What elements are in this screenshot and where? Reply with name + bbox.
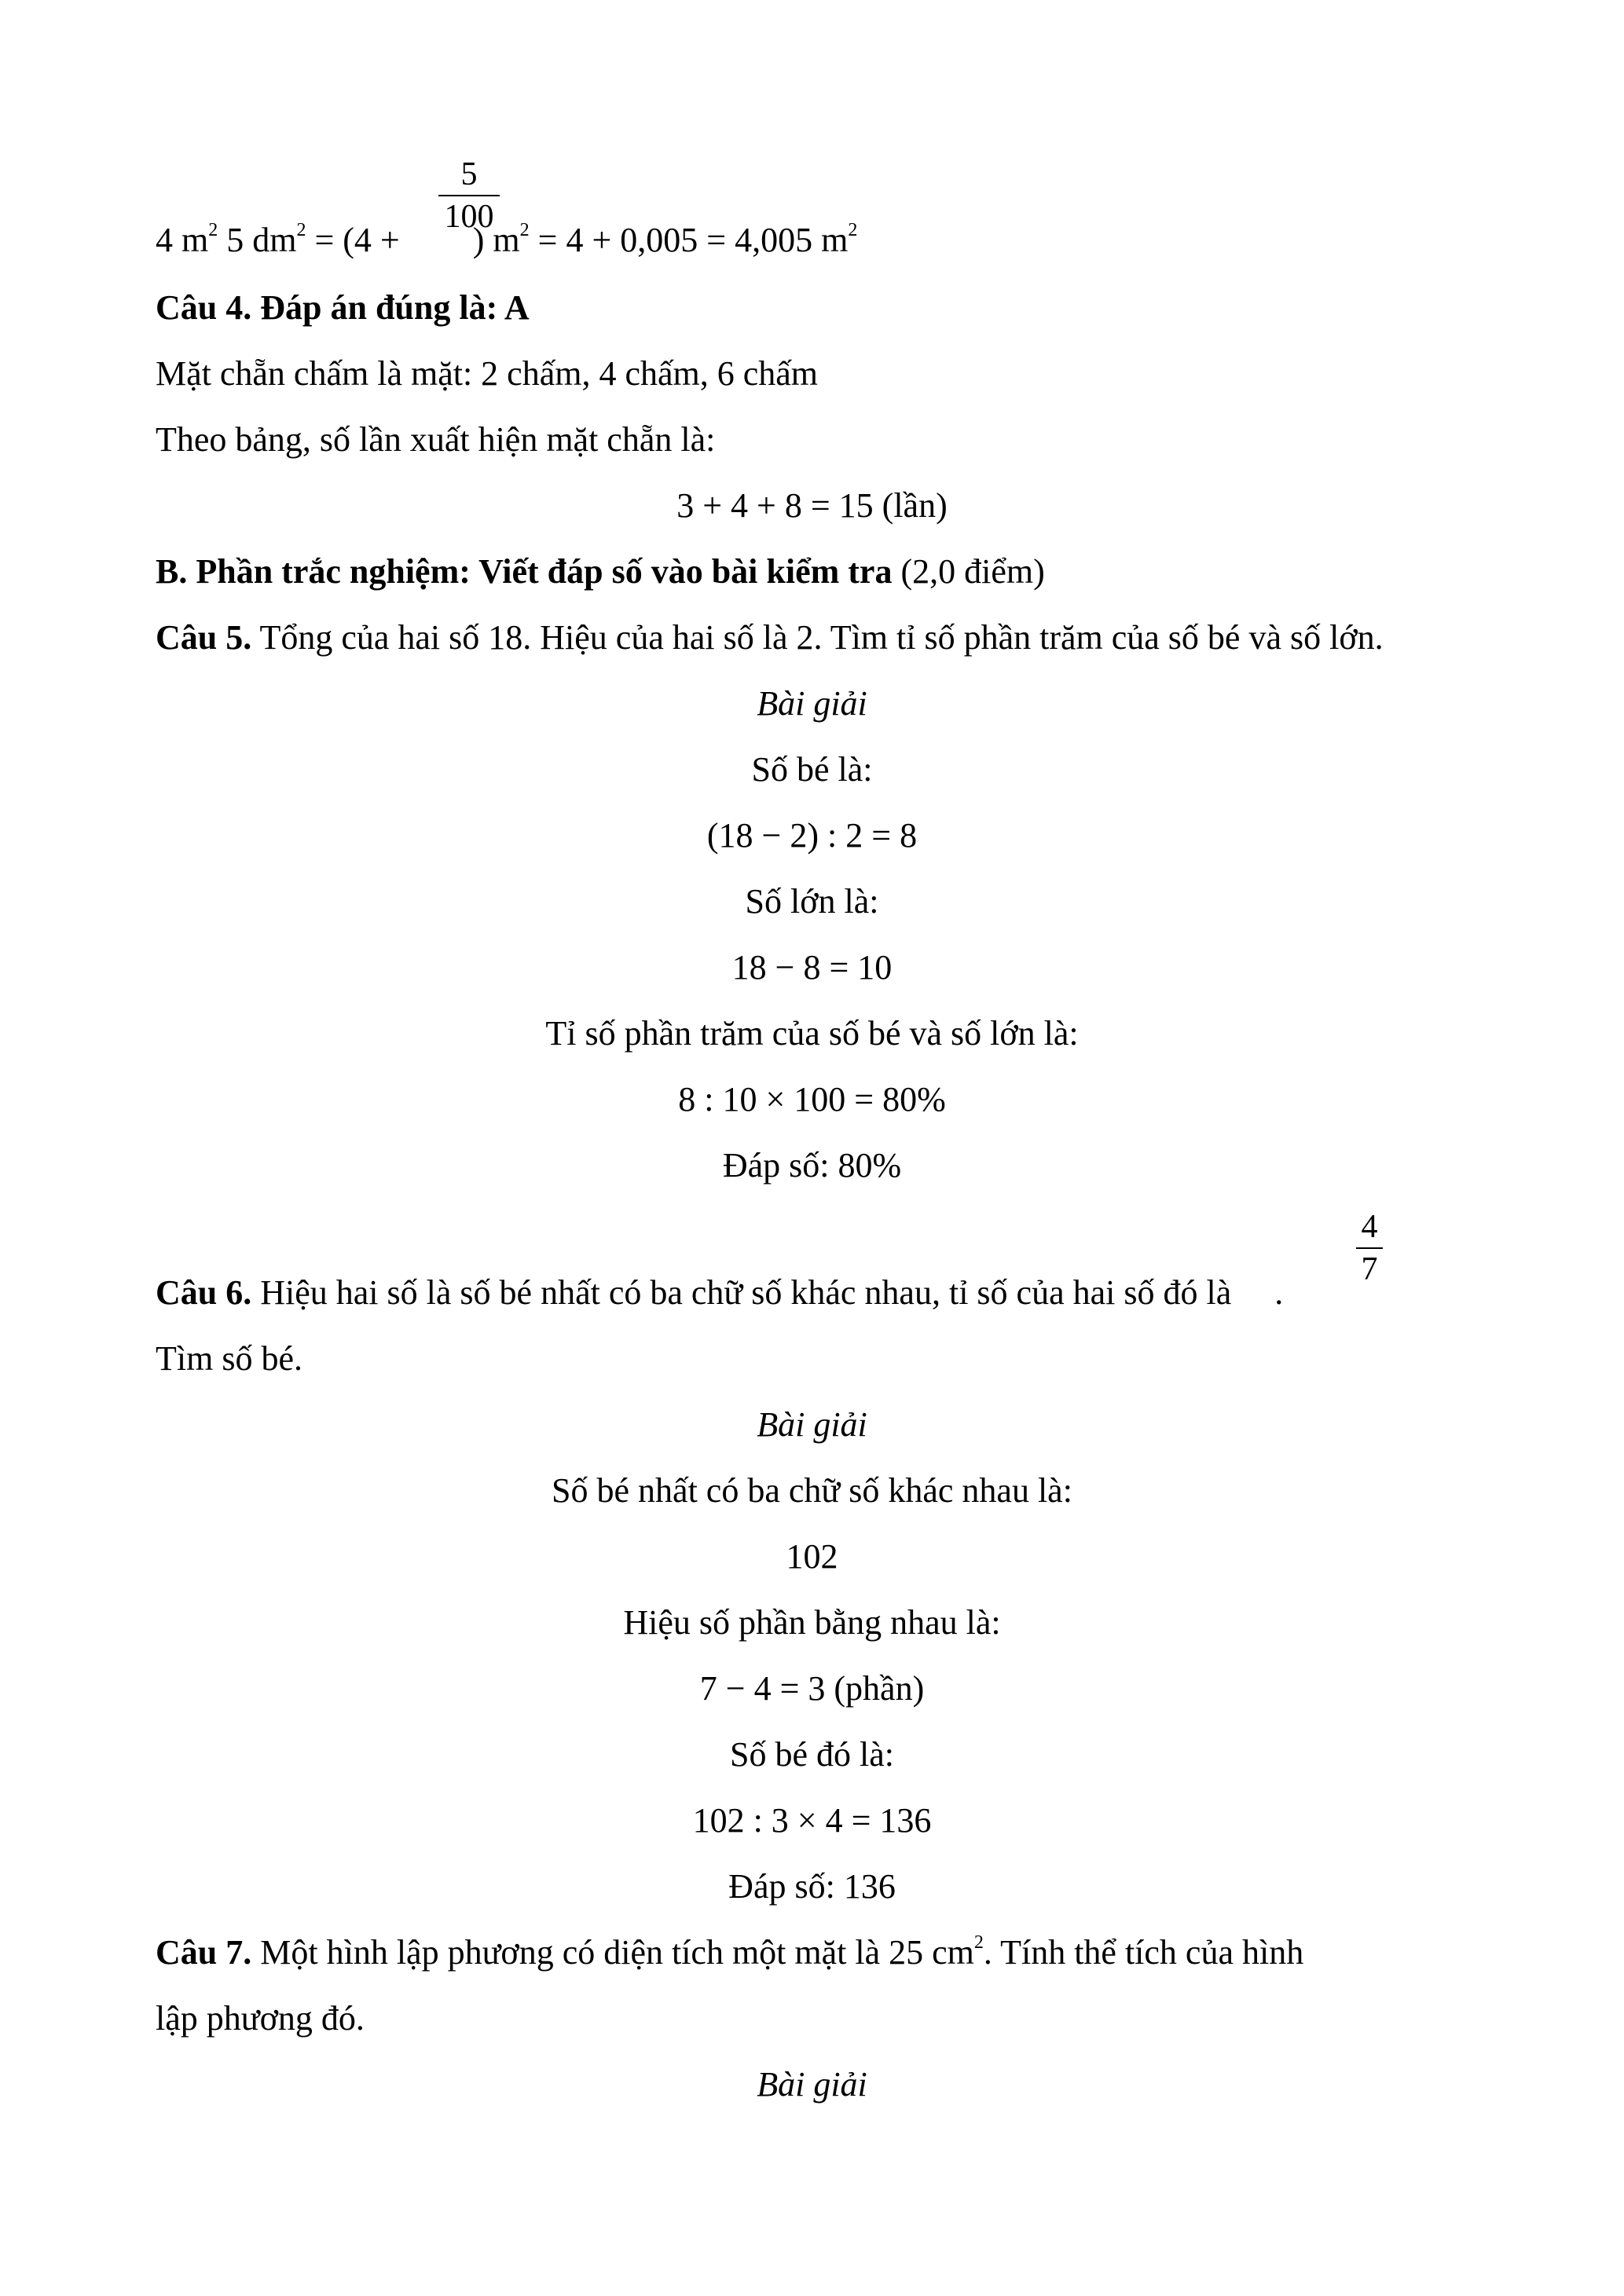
cau5-label: Câu 5.	[156, 618, 252, 657]
cau7-label: Câu 7.	[156, 1933, 252, 1972]
cau5-step: 8 : 10 × 100 = 80%	[678, 1080, 946, 1119]
superscript: 2	[519, 220, 530, 240]
cau4-calc: 3 + 4 + 8 = 15 (lần)	[676, 486, 948, 525]
fraction-numerator: 4	[1361, 1209, 1378, 1245]
cau7-question-text: Một hình lập phương có diện tích một mặt là 25 cm	[251, 1933, 974, 1972]
fraction-4-7	[1356, 1208, 1383, 1288]
cau6-step: Hiệu số phần bằng nhau là:	[623, 1603, 1001, 1642]
superscript: 2	[973, 1932, 984, 1953]
section-b-title: B. Phần trắc nghiệm: Viết đáp số vào bài kiểm tra	[156, 552, 893, 591]
superscript: 2	[208, 220, 218, 240]
superscript: 2	[296, 220, 306, 240]
area-conversion-line	[156, 220, 857, 261]
cau4-line1: Mặt chẵn chấm là mặt: 2 chấm, 4 chấm, 6 chấm	[156, 354, 819, 393]
cau6-question-line2: Tìm số bé.	[156, 1339, 302, 1378]
cau6-solution-title: Bài giải	[757, 1405, 867, 1444]
fraction-bar	[438, 195, 500, 196]
cau5-step: Số lớn là:	[745, 882, 879, 921]
fraction-denominator: 7	[1361, 1251, 1378, 1287]
cau6-question-text: Hiệu hai số là số bé nhất có ba chữ số khác nhau, tỉ số của hai số đó là	[251, 1273, 1241, 1312]
cau4-heading: Câu 4. Đáp án đúng là: A	[156, 288, 530, 327]
text-segment: 5 dm	[218, 221, 297, 259]
text-segment: 4 m	[156, 221, 209, 259]
cau5-step: Số bé là:	[751, 750, 873, 789]
fraction-5-100	[438, 156, 500, 236]
section-b-heading	[156, 551, 1045, 592]
cau6-step: Số bé đó là:	[730, 1735, 894, 1774]
text-segment: = (4 +	[306, 221, 409, 259]
cau5-question	[156, 617, 1384, 658]
cau5-question-text: Tổng của hai số 18. Hiệu của hai số là 2. Tìm tỉ số phần trăm của số bé và số lớn.	[251, 618, 1384, 657]
cau7-question-line2: lập phương đó.	[156, 1999, 365, 2038]
cau6-step: 7 − 4 = 3 (phần)	[699, 1669, 925, 1708]
cau6-question	[156, 1273, 1283, 1313]
fraction-numerator: 5	[460, 156, 478, 192]
fraction-denominator: 100	[444, 199, 494, 235]
cau5-solution-title: Bài giải	[757, 684, 867, 723]
cau7-question	[156, 1932, 1303, 1973]
cau7-question-text-end: . Tính thể tích của hình	[983, 1933, 1304, 1972]
fraction-bar	[1356, 1247, 1383, 1249]
cau7-solution-title: Bài giải	[757, 2065, 867, 2104]
cau6-label: Câu 6.	[156, 1273, 252, 1312]
text-segment: ) m	[472, 221, 520, 259]
period: .	[1274, 1273, 1284, 1312]
cau6-step: Số bé nhất có ba chữ số khác nhau là:	[552, 1471, 1072, 1510]
cau6-step: 102 : 3 × 4 = 136	[692, 1801, 932, 1840]
superscript: 2	[848, 220, 858, 240]
text-segment: = 4 + 0,005 = 4,005 m	[529, 221, 849, 259]
cau4-line2: Theo bảng, số lần xuất hiện mặt chẵn là:	[156, 420, 716, 459]
section-b-points: (2,0 điểm)	[892, 552, 1045, 591]
cau5-step: 18 − 8 = 10	[731, 948, 893, 987]
cau6-answer: Đáp số: 136	[728, 1867, 896, 1906]
cau6-step: 102	[786, 1537, 838, 1576]
cau5-step: Tỉ số phần trăm của số bé và số lớn là:	[545, 1014, 1079, 1053]
cau5-answer: Đáp số: 80%	[722, 1146, 902, 1185]
cau5-step: (18 − 2) : 2 = 8	[706, 816, 918, 855]
